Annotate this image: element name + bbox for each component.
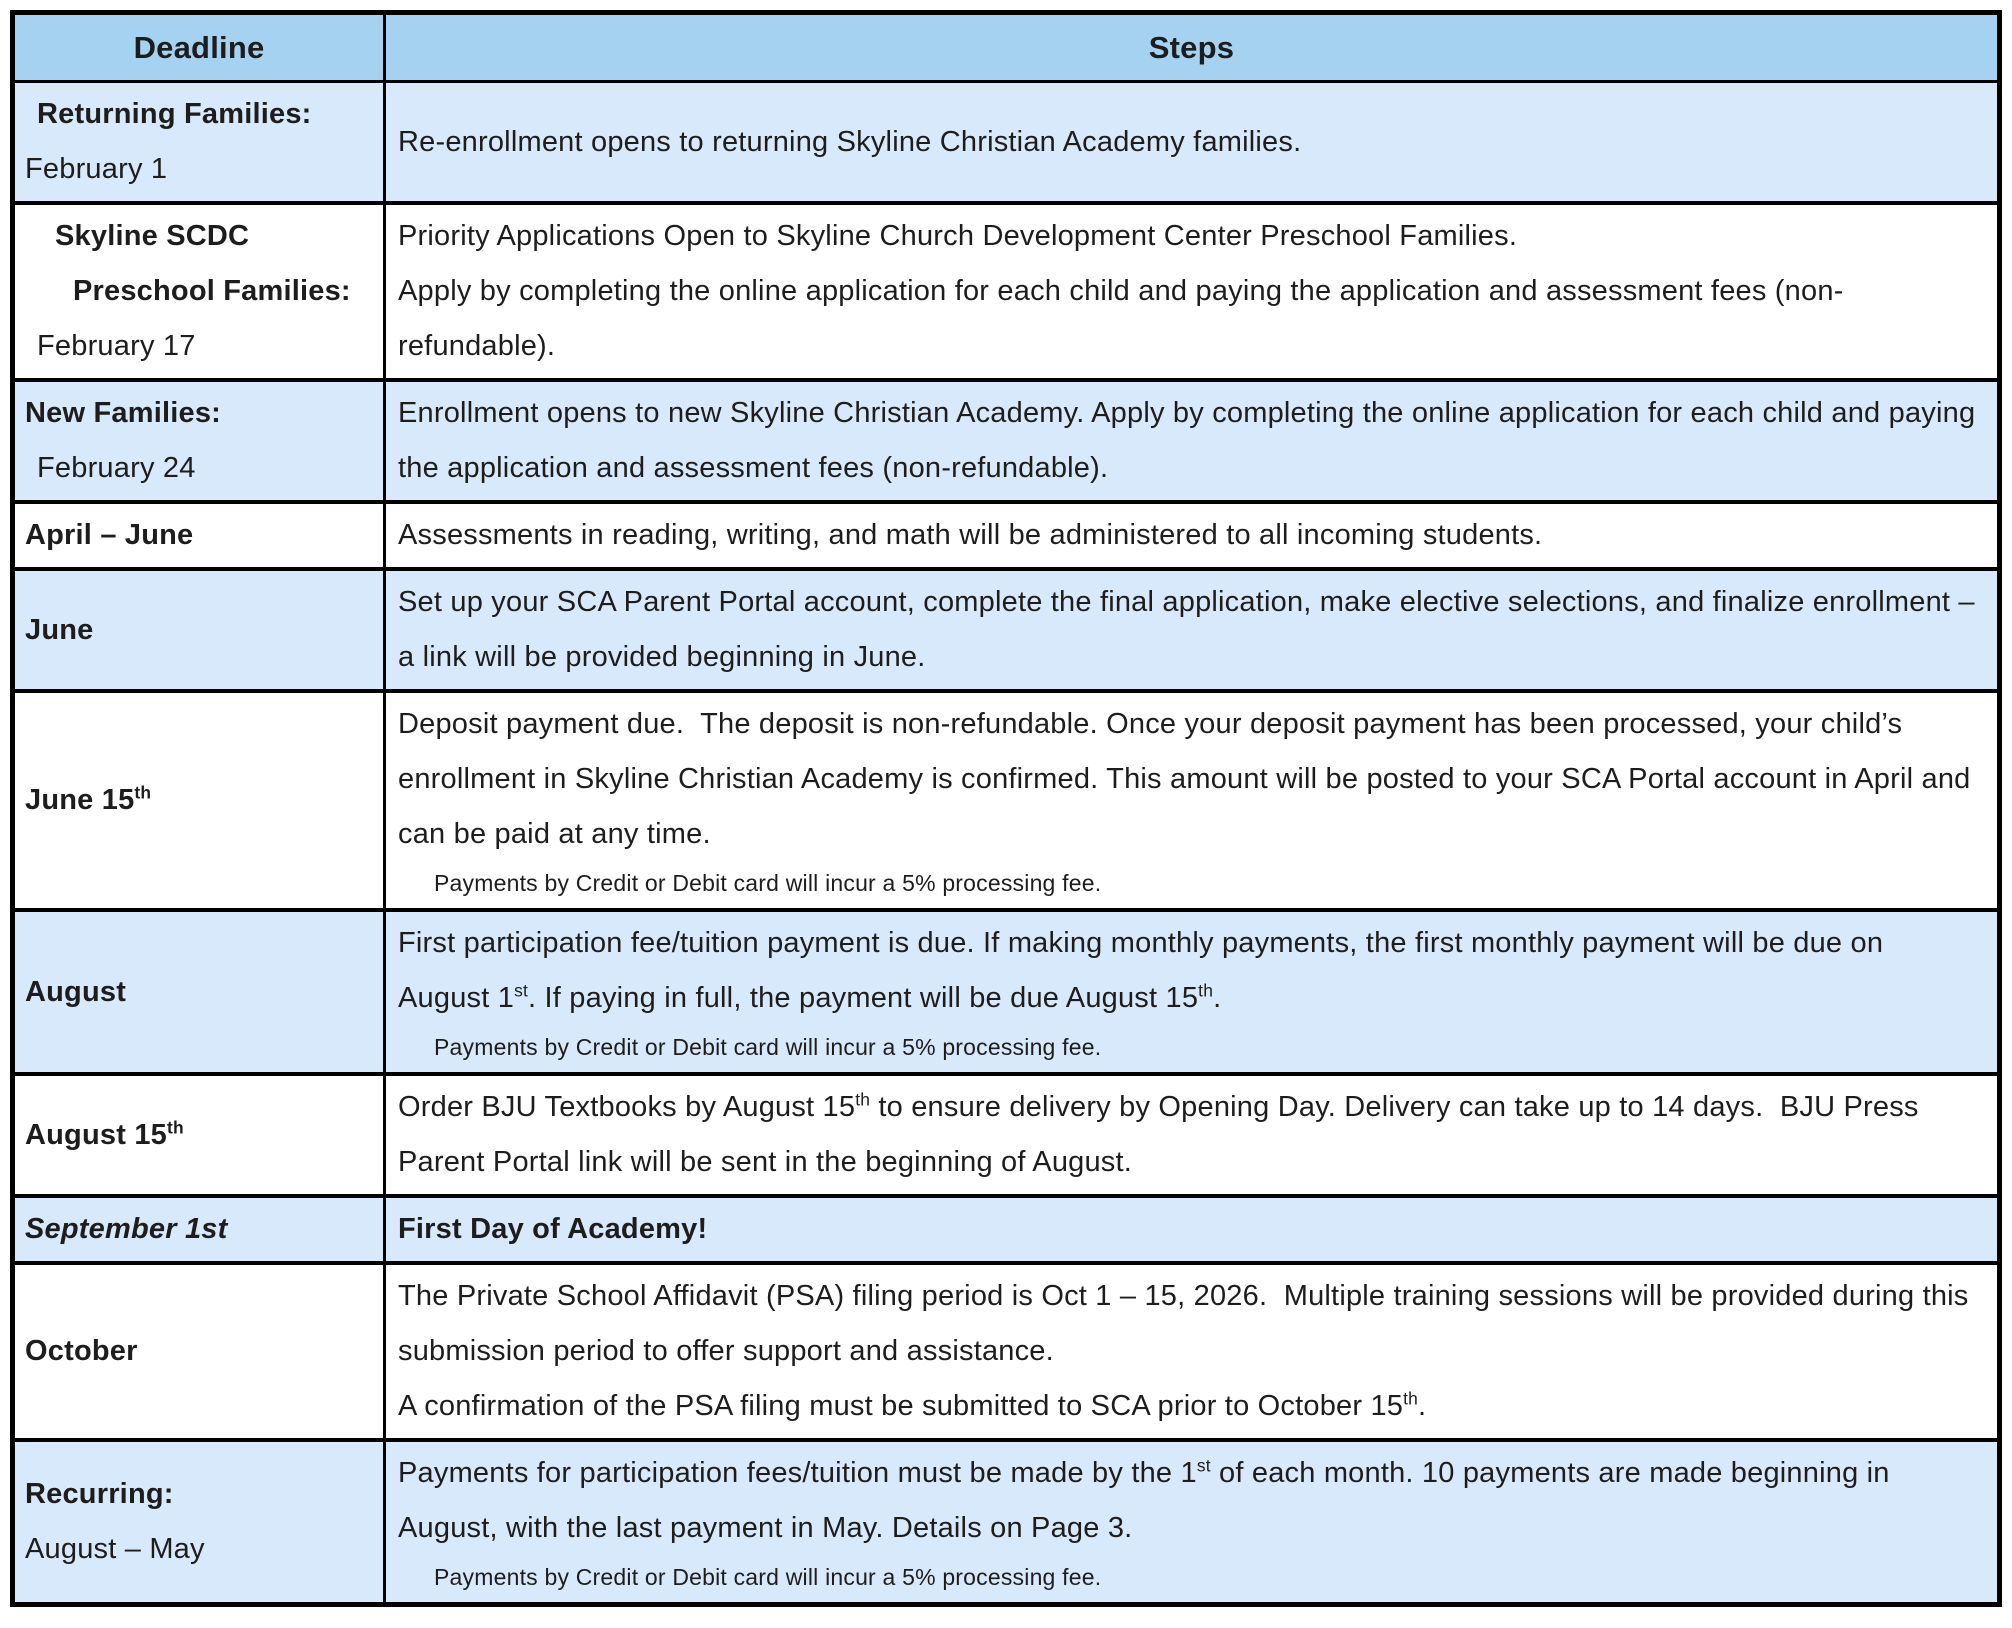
deadline-line: February 17 [37,330,196,362]
deadline-line: Preschool Families: [73,275,351,307]
table-row [15,1072,1997,1194]
table-body [15,83,1997,1602]
steps-paragraph: Payments by Credit or Debit card will incur a 5% processing fee. [434,1034,1102,1060]
deadline-cell [15,693,386,908]
steps-cell [386,382,1997,500]
steps-cell [386,1442,1997,1602]
ordinal-suffix: th [167,1116,184,1137]
deadline-line: August – May [25,1533,205,1565]
table-row [15,908,1997,1072]
table-row [15,83,1997,201]
steps-cell [386,205,1997,378]
table-row [15,500,1997,567]
deadline-cell [15,912,386,1072]
steps-cell [386,1265,1997,1438]
steps-paragraph: Payments by Credit or Debit card will incur a 5% processing fee. [434,870,1102,896]
deadline-line: August [25,975,127,1008]
ordinal-suffix: th [855,1089,871,1110]
deadline-line: Recurring: [25,1478,174,1510]
steps-paragraph: Priority Applications Open to Skyline Church Development Center Preschool Families. [398,220,1518,252]
deadline-cell [15,1076,386,1194]
steps-cell [386,1198,1997,1261]
steps-paragraph: First participation fee/tuition payment is due. If making monthly payments, the first monthly payment will be due on August 1st. If paying in full, the payment will be due August 15th. [398,927,1890,1014]
steps-paragraph: Deposit payment due. The deposit is non-refundable. Once your deposit payment has been processed, your child’s enrollment in Skyline Christian Academy is confirmed. This amount will be posted to your SCA Portal account in April and can be paid at any time. [398,708,1979,850]
steps-paragraph: Set up your SCA Parent Portal account, complete the final application, make elective selections, and finalize enrollment – a link will be provided beginning in June. [398,586,1984,673]
steps-cell [386,83,1997,201]
steps-paragraph: Payments by Credit or Debit card will incur a 5% processing fee. [434,1564,1102,1590]
timeline-table [10,10,2002,1607]
deadline-line: August 15th [25,1116,184,1151]
deadline-line: Skyline SCDC [55,220,250,252]
deadline-cell [15,1265,386,1438]
table-row [15,689,1997,908]
steps-paragraph: Enrollment opens to new Skyline Christian Academy. Apply by completing the online application for each child and paying the application and assessment fees (non-refundable). [398,397,1984,484]
ordinal-suffix: th [1403,1388,1419,1409]
deadline-line: June [25,613,94,646]
ordinal-suffix: st [1196,1455,1211,1476]
deadline-line: September 1st [25,1213,228,1245]
deadline-cell [15,382,386,500]
steps-cell [386,693,1997,908]
deadline-cell [15,504,386,567]
steps-column-header: Steps [1148,30,1235,65]
table-row [15,201,1997,378]
table-header-row [15,15,1997,83]
steps-cell [386,571,1997,689]
deadline-cell [15,205,386,378]
table-row [15,1194,1997,1261]
steps-paragraph: Payments for participation fees/tuition must be made by the 1st of each month. 10 payments are made beginning in August, with the last payment in May. Details on Page 3. [398,1455,1897,1544]
steps-paragraph: First Day of Academy! [398,1213,708,1245]
steps-paragraph: Apply by completing the online application for each child and paying the application and assessment fees (non-refundable). [398,275,1844,362]
deadline-line: April – June [25,519,194,551]
steps-cell [386,912,1997,1072]
deadline-line: October [25,1335,138,1367]
table-row [15,1438,1997,1602]
deadline-line: New Families: [25,397,221,429]
ordinal-suffix: st [514,980,529,1001]
deadline-cell [15,1198,386,1261]
steps-paragraph: A confirmation of the PSA filing must be submitted to SCA prior to October 15th. [398,1388,1427,1422]
steps-cell [386,1076,1997,1194]
steps-cell [386,504,1997,567]
ordinal-suffix: th [1198,980,1214,1001]
deadline-cell [15,571,386,689]
deadline-line: Returning Families: [37,98,312,130]
deadline-line: February 1 [25,153,168,185]
deadline-cell [15,1442,386,1602]
steps-paragraph: The Private School Affidavit (PSA) filing period is Oct 1 – 15, 2026. Multiple training sessions will be provided during this submission period to offer support and assistance. [398,1280,1977,1367]
deadline-line: June 15th [25,782,152,816]
deadline-line: February 24 [37,452,196,484]
table-row [15,567,1997,689]
steps-paragraph: Order BJU Textbooks by August 15th to ensure delivery by Opening Day. Delivery can take up to 14 days. BJU Press Parent Portal link will be sent in the beginning of August. [398,1089,1927,1178]
deadline-cell [15,83,386,201]
steps-paragraph: Assessments in reading, writing, and math will be administered to all incoming students. [398,519,1543,551]
deadline-column-header: Deadline [15,15,386,80]
table-row [15,378,1997,500]
steps-paragraph: Re-enrollment opens to returning Skyline Christian Academy families. [398,125,1302,158]
ordinal-suffix: th [134,782,152,803]
table-row [15,1261,1997,1438]
